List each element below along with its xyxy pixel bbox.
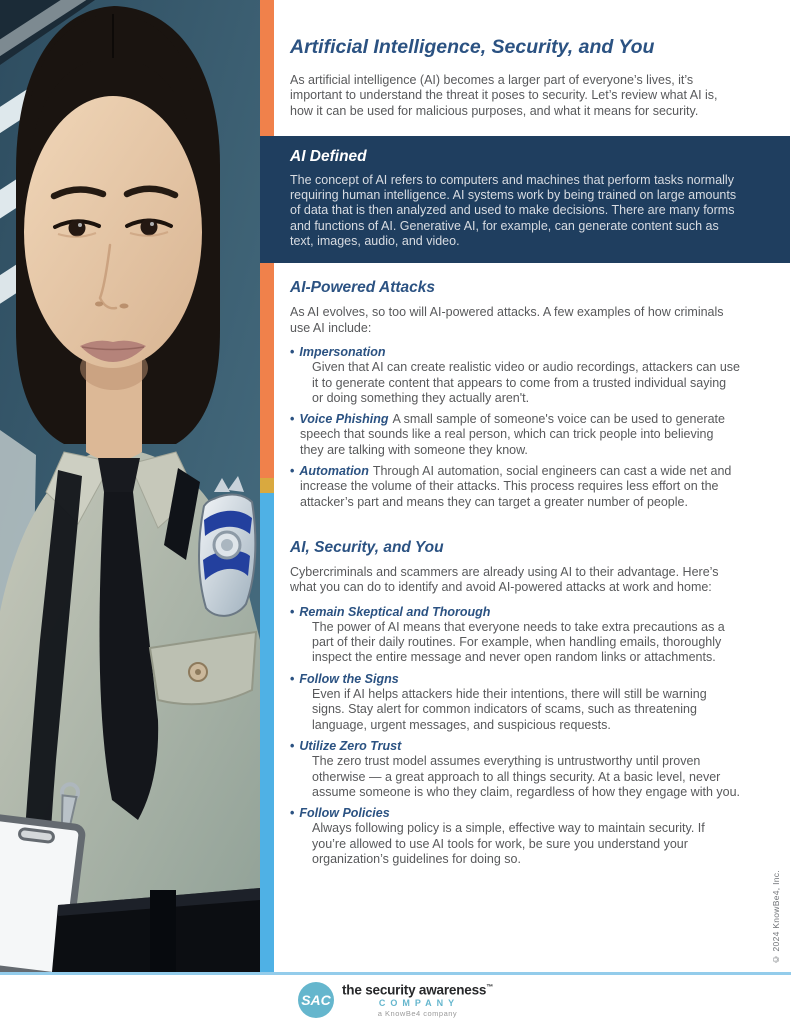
copyright-notice: © 2024 KnowBe4, Inc.	[771, 869, 781, 964]
list-term: Follow Policies	[299, 806, 390, 821]
right-eye	[141, 219, 158, 236]
ai-security-and-you-section	[260, 538, 790, 867]
sac-logo	[298, 981, 493, 1018]
sac-logo-text	[342, 981, 493, 1018]
bullet-marker: •	[290, 412, 295, 427]
attacks-list	[290, 345, 740, 510]
list-text: Through AI automation, social engineers can cast a wide net and increase the volume of their attacks. This process requires less effort on the attacker’s part and means they can target a greater number of people.	[300, 464, 732, 509]
list-term: Follow the Signs	[299, 671, 399, 686]
content-column	[260, 0, 790, 873]
security-heading: AI, Security, and You	[290, 538, 444, 556]
list-item	[290, 605, 740, 666]
list-text: Even if AI helps attackers hide their intentions, there will still be warning signs. Stay alert for common indicators of scams, such as threatening language, urgent messages, and suspicious requests.	[312, 687, 707, 732]
security-intro: Cybercriminals and scammers are already using AI to their advantage. Here’s what you can do to identify and avoid AI-powered attacks at work and home:	[290, 564, 719, 595]
list-text: Given that AI can create realistic video or audio recordings, attackers can use it to generate content that appears to come from a trusted individual saying or doing something they actually aren't.	[312, 360, 741, 405]
bullet-marker: •	[290, 806, 295, 821]
list-item	[290, 412, 740, 458]
list-term: Voice Phishing	[299, 412, 389, 427]
list-term: Automation	[299, 464, 369, 479]
sac-logo-icon	[298, 982, 334, 1018]
logo-company-word: COMPANY	[378, 997, 460, 1008]
logo-line1: the security awareness	[342, 982, 487, 998]
ai-defined-heading: AI Defined	[290, 147, 367, 165]
logo-company-name	[342, 981, 493, 998]
attacks-intro: As AI evolves, so too will AI-powered attacks. A few examples of how criminals use AI include:	[290, 305, 724, 335]
bullet-marker: •	[290, 671, 295, 686]
list-text: Always following policy is a simple, effective way to maintain security. If you’re allowed to use AI tools for work, be sure you understand your organization’s guidelines for doing so.	[312, 821, 705, 866]
list-item	[290, 806, 740, 867]
list-item	[290, 464, 740, 510]
ai-defined-body: The concept of AI refers to computers and machines that perform tasks normally requiring human intelligence. AI systems work by being trained on large amounts of data that is then analyzed and used to make decisions. There are many forms and functions of AI. Generative AI, for example, can generate content such as text, images, audio, and video.	[290, 172, 737, 249]
attacks-heading: AI-Powered Attacks	[290, 279, 435, 297]
list-text: The zero trust model assumes everything is untrustworthy until proven otherwise — a great approach to all things security. At a basic level, never assume someone is who they claim, regardless of how they engage with you.	[312, 754, 741, 799]
sac-acronym: SAC	[301, 991, 331, 1008]
intro-paragraph: As artificial intelligence (AI) becomes a larger part of everyone’s lives, it’s important to understand the threat it poses to security. Let’s review what AI is, how it can be used for malicious purposes, and what it means for security.	[290, 73, 718, 118]
face	[24, 96, 202, 368]
bullet-marker: •	[290, 738, 295, 753]
tie-knot	[98, 458, 140, 492]
page-title: Artificial Intelligence, Security, and You	[290, 36, 655, 58]
list-term: Remain Skeptical and Thorough	[299, 604, 491, 619]
bullet-marker: •	[290, 464, 295, 479]
list-item	[290, 345, 740, 406]
logo-tagline: a KnowBe4 company	[377, 1008, 458, 1018]
security-guard-photo	[0, 0, 260, 972]
list-item	[290, 672, 740, 733]
list-term: Impersonation	[299, 344, 386, 359]
list-text: A small sample of someone's voice can be used to generate speech that sounds like a real person, which can trick people into believing they are talking with someone they know.	[300, 412, 725, 457]
security-list	[290, 605, 740, 868]
ai-defined-box	[260, 136, 790, 263]
left-eye	[69, 220, 86, 237]
list-text: The power of AI means that everyone needs to take extra precautions as a part of their daily routines. For example, when handling emails, thoroughly inspect the entire message and never open random links or attachments.	[312, 619, 725, 665]
footer	[0, 972, 791, 1024]
trademark-symbol: ™	[486, 984, 493, 992]
list-term: Utilize Zero Trust	[299, 738, 402, 753]
ai-powered-attacks-section	[260, 278, 790, 510]
bullet-marker: •	[290, 604, 295, 619]
list-item	[290, 739, 740, 800]
bullet-marker: •	[290, 344, 295, 359]
